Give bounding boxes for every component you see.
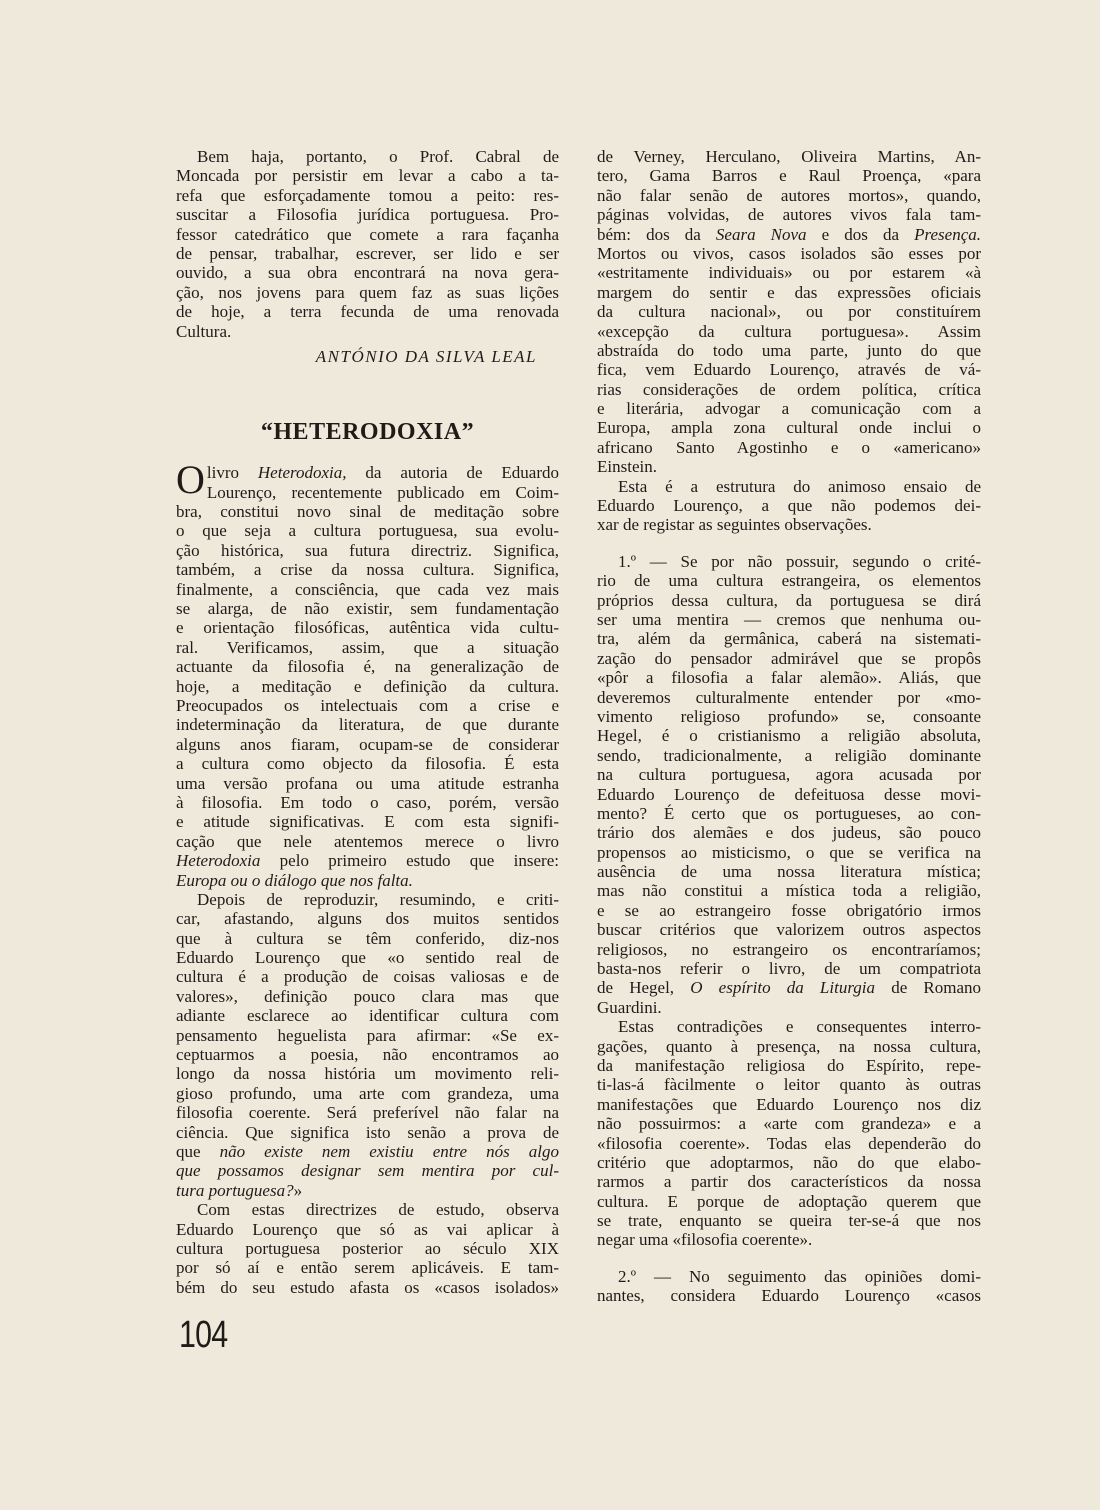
text-line: a cultura como objecto da filosofia. É esta [176,754,559,774]
text-line: cultura é a produção de coisas valiosas e de [176,967,559,987]
text-line: basta-nos referir o livro, de um compatriota [597,959,981,979]
text-line: abstraída do todo uma parte, junto do que [597,340,981,360]
text-line: deveremos culturalmente entender por «mo- [597,687,981,707]
text-line: vimento religioso profundo» se, consoante [597,706,981,726]
text-line: car, afastando, alguns dos muitos sentidos [176,909,559,929]
text-line: actuante da filosofia é, na generalização de [176,657,559,677]
text-line: uma versão profana ou uma atitude estranha [176,773,559,793]
text-line: margem do sentir e das expressões oficiais [597,282,981,302]
essay-title: Europa ou o diálogo que nos falta. [176,870,413,890]
drop-cap: O [176,457,205,503]
text-line: Cultura. [176,321,232,341]
text-line: da manifestação religiosa do Espírito, repe- [597,1055,981,1075]
article-heading: “HETERODOXIA” [260,419,475,446]
text-line: sendo, tradicionalmente, a religião dominante [597,745,981,765]
text-line: 1.º — Se por não possuir, segundo o crité- [618,551,981,571]
text-line: Estas contradições e consequentes interro- [618,1017,981,1037]
text-line: zação do pensador admirável que se propôs [597,648,981,668]
text-line: alguns anos fiaram, ocupam-se de considerar [176,734,559,754]
text-line: tra, além da germânica, caberá na sistemati- [597,629,981,649]
text-line: por só aí e então serem aplicáveis. E tam- [176,1258,559,1278]
text-line: ção, nos jovens para quem faz as suas lições [176,282,559,302]
text-line: mas não constitui a mística toda a religião, [597,881,981,901]
text-line: bém: dos da Seara Nova e dos da Presença. [597,224,981,244]
text-line: Lourenço, recentemente publicado em Coim- [206,482,559,502]
text-line: gações, quanto à presença, na nossa cultura, [597,1036,981,1056]
text-line: gioso profundo, uma arte com grandeza, uma [176,1083,559,1103]
text-line: Eduardo Lourenço, a que não podemos dei- [597,496,981,516]
text-line: finalmente, a consciência, que cada vez mais [176,579,559,599]
text-line: na cultura portuguesa, agora acusada por [597,765,981,785]
text-line: de Hegel, O espírito da Liturgia de Romano [597,978,982,998]
text-line: Esta é a estrutura do animoso ensaio de [618,476,981,496]
text-line: mento? É certo que os portugueses, ao con- [597,803,981,823]
text-line: Moncada por persistir em levar a cabo a ta- [176,166,559,186]
text-line: Com estas directrizes de estudo, observa [197,1200,559,1220]
text-line: bém do seu estudo afasta os «casos isolados» [176,1277,559,1297]
text-line: de Verney, Herculano, Oliveira Martins, An- [597,147,981,166]
intro-paragraph [176,147,559,341]
text-line: tero, Gama Barros e Raul Proença, «para [597,166,981,186]
text-line: buscar critérios que valorizem outros aspectos [597,920,981,940]
text-line: Eduardo Lourenço de defeituosa desse movi- [597,784,981,804]
text-line: ção histórica, sua futura directriz. Significa, [176,540,559,560]
right-paragraph-4 [597,1017,981,1250]
text-line: próprios dessa cultura, da portuguesa se dirá [597,590,981,610]
text-line: Hegel, é o cristianismo a religião absoluta, [597,726,981,746]
text-line: adiante esclarece ao identificar cultura com [176,1006,559,1026]
text-line: suscitar a Filosofia jurídica portuguesa. Pro- [176,205,559,225]
text-line: 2.º — No seguimento das opiniões domi- [618,1266,981,1286]
article-paragraph-3 [176,1200,559,1297]
book-title: Heterodoxia, [257,463,347,483]
text-line: tura portuguesa?» [176,1180,303,1200]
text-line: rias considerações de ordem política, crítica [597,379,981,399]
right-column [597,147,981,1306]
text-line: «estritamente individuais» ou por estarem «à [597,263,981,283]
text-line: também, a crise da nossa cultura. Significa, [176,560,559,580]
text-line: ral. Verificamos, assim, que a situação [176,637,559,657]
text-line: religiosos, no estrangeiro os encontraríamos; [597,939,981,959]
text-line: não falar senão de autores mortos», quando, [597,185,981,205]
text-line: de pensar, trabalhar, escrever, ser lido e ser [176,243,559,263]
right-paragraph-2 [597,477,981,535]
text-line: o que seja a cultura portuguesa, sua evolu- [176,521,559,541]
text-line: «filosofia coerente». Todas elas dependerão do [597,1133,981,1153]
text-line: ti-las-á fàcilmente o leitor quanto às outras [597,1075,981,1095]
text-line: ciência. Que significa isto senão a prova de [176,1122,559,1142]
text-line: e literária, advogar a comunicação com a [597,399,981,419]
text-line: cultura. E porque de adoptação querem que [597,1191,981,1211]
right-paragraph-3 [597,552,981,1017]
text-line: e atitude significativas. E com esta signifi- [176,812,559,832]
text-line: bra, constitui novo sinal de meditação sobre [176,502,559,522]
text-line: ouvido, a sua obra encontrará na nova gera- [176,263,559,283]
text-line: Europa, ampla zona cultural onde inclui o [597,418,981,438]
text-line: indeterminação da literatura, de que durante [176,715,559,735]
text-line: Bem haja, portanto, o Prof. Cabral de [197,147,559,166]
text-line: refa que esforçadamente tomou a peito: res- [176,185,559,205]
text-line: ausência de uma nossa literatura mística; [597,862,981,882]
journal-name: Seara Nova [715,224,807,244]
left-column [176,147,559,1297]
text-line: longo da nossa história um movimento reli- [176,1064,559,1084]
text-line: «pôr a filosofia a falar alemão». Aliás, que [597,668,981,688]
text-line: da cultura nacional», ou por constituírem [597,302,981,322]
text-line: rio de uma cultura estrangeira, os elementos [597,571,981,591]
text-line: cação que nele atentemos merece o livro [176,831,559,851]
text-line: xar de registar as seguintes observações. [597,515,872,535]
author-signature: ANTÓNIO DA SILVA LEAL [315,346,537,366]
text-line: fica, vem Eduardo Lourenço, através de vá- [597,360,981,380]
text-line: nantes, considera Eduardo Lourenço «casos [597,1286,981,1306]
text-line: não possuirmos: a «arte com grandeza» e a [597,1114,981,1134]
text-line: africano Santo Agostinho e o «americano» [597,437,981,457]
article-paragraph-2 [176,890,559,1200]
text-line: Depois de reproduzir, resumindo, e criti- [197,889,559,909]
text-line: que possamos designar sem mentira por cul- [176,1161,559,1181]
journal-name: Presença. [914,224,981,244]
text-line: e orientação filosóficas, autêntica vida cultu- [176,618,559,638]
page-number: 104 [179,1314,228,1356]
text-line: ceptuarmos a poesia, não encontramos ao [176,1045,559,1065]
text-line: Mortos ou vivos, casos isolados são esses por [597,243,981,263]
text-line: negar uma «filosofia coerente». [597,1230,813,1250]
text-line: propensos ao misticismo, o que se verifica na [597,842,981,862]
first-line: O livro Heterodoxia, da autoria de Eduardo [176,457,559,503]
text-line: trário dos alemães e dos judeus, são pouco [597,823,981,843]
text-line: Eduardo Lourenço que só as vai aplicar à [176,1219,559,1239]
text-line: se alarga, de não existir, sem fundamentação [176,599,559,619]
text-line: Einstein. [597,457,657,477]
text-line: cultura portuguesa posterior ao século XIX [176,1238,559,1258]
text-line: que não existe nem existiu entre nós algo [176,1141,559,1161]
text-line: valores», definição pouco clara mas que [176,986,559,1006]
text-line: ser uma mentira — cremos que nenhuma ou- [597,609,981,629]
text-line: pensamento heguelista para afirmar: «Se ex- [176,1025,559,1045]
text-line: à filosofia. Em todo o caso, porém, versão [176,792,559,812]
text-line: filosofia coerente. Será preferível não falar na [176,1103,559,1123]
text-line: de hoje, a terra fecunda de uma renovada [176,302,559,322]
text-line: rarmos a partir dos característicos da nossa [597,1172,981,1192]
text-line: e se ao estrangeiro fosse obrigatório irmos [597,900,981,920]
text-line: «excepção da cultura portuguesa». Assim [597,321,981,341]
text-line: Preocupados os intelectuais com a crise e [176,696,559,715]
book-title: O espírito da Liturgia [690,978,876,998]
text-line: páginas volvidas, de autores vivos fala tam- [597,205,981,225]
text-line: Heterodoxia pelo primeiro estudo que insere: [176,851,559,871]
text-line: manifestações que Eduardo Lourenço nos diz [597,1094,981,1114]
right-paragraph-5 [597,1267,981,1306]
article-paragraph-1 [176,457,559,890]
text-line: Guardini. [597,997,662,1017]
text-line: Eduardo Lourenço que «o sentido real de [176,948,559,968]
text-line: hoje, a meditação e definição da cultura. [176,676,559,696]
right-paragraph-1 [597,147,981,477]
text-line: que à cultura se têm conferido, diz-nos [176,928,559,948]
text-line: fessor catedrático que comete a rara façanha [176,224,559,244]
text-line: se trate, enquanto se queira ter-se-á que nos [597,1211,981,1231]
text-line: critério que adoptarmos, não do que elabo- [597,1152,981,1172]
